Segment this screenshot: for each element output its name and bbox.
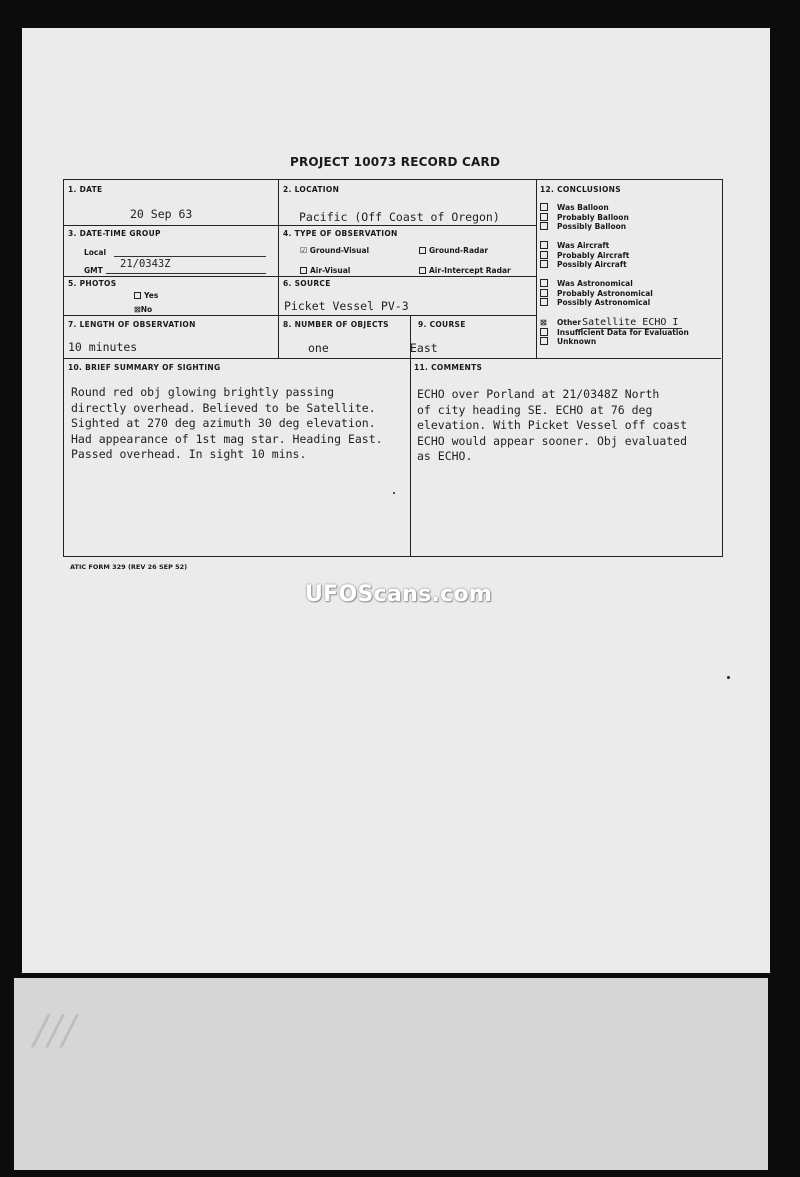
summary-line: directly overhead. Believed to be Satellite. xyxy=(71,400,376,415)
option-label: Air-Intercept Radar xyxy=(429,266,511,275)
checkbox-icon xyxy=(300,267,307,274)
conclusion-text: Other xyxy=(557,318,582,327)
conclusion-item xyxy=(540,241,629,251)
conclusion-item xyxy=(540,222,629,232)
rule xyxy=(64,315,536,316)
comments-label: 11. COMMENTS xyxy=(414,363,483,372)
date-value: 20 Sep 63 xyxy=(130,207,193,221)
option-ground-visual xyxy=(300,246,369,255)
comment-line: as ECHO. xyxy=(417,449,473,464)
conclusion-text: Possibly Aircraft xyxy=(557,260,627,269)
conclusion-item xyxy=(540,298,653,308)
checkbox-icon xyxy=(540,222,548,230)
conclusion-text: Probably Astronomical xyxy=(557,288,653,298)
dust-speck xyxy=(393,492,395,494)
option-label: No xyxy=(140,305,153,314)
option-label: Yes xyxy=(144,291,159,300)
checkbox-icon xyxy=(540,251,548,259)
checkbox-icon xyxy=(134,292,141,299)
checked-box-icon: ☑ xyxy=(300,246,308,255)
number-of-objects-label: 8. NUMBER OF OBJECTS xyxy=(283,320,389,329)
conclusion-text: Was Aircraft xyxy=(557,241,610,250)
option-label: Air-Visual xyxy=(310,266,351,275)
datetime-group-label: 3. DATE-TIME GROUP xyxy=(68,229,161,238)
faint-pencil-marks: / / / xyxy=(34,1008,70,1054)
comment-line: elevation. With Picket Vessel off coast xyxy=(417,418,688,433)
gmt-line xyxy=(106,273,266,274)
checkbox-icon xyxy=(540,241,548,249)
checkbox-icon xyxy=(540,203,548,211)
conclusion-group-astronomical xyxy=(540,279,653,308)
checkbox-icon xyxy=(540,328,548,336)
conclusion-text: Was Balloon xyxy=(557,203,609,212)
conclusion-item xyxy=(540,337,689,347)
conclusion-text: Insufficient Data for Evaluation xyxy=(557,327,689,337)
conclusion-group-other xyxy=(540,318,689,347)
gmt-value: 21/0343Z xyxy=(120,258,171,270)
location-label: 2. LOCATION xyxy=(283,185,340,194)
conclusions-label: 12. CONCLUSIONS xyxy=(540,185,621,194)
conclusion-group-balloon xyxy=(540,203,629,232)
option-air-visual xyxy=(300,266,350,275)
checkbox-icon xyxy=(540,279,548,287)
checked-box-icon: ⊠ xyxy=(134,305,141,314)
summary-line: Passed overhead. In sight 10 mins. xyxy=(71,447,307,462)
lower-paper-margin xyxy=(14,978,768,1170)
course-value: East xyxy=(410,341,438,355)
summary-line: Sighted at 270 deg azimuth 30 deg elevation. xyxy=(71,416,376,431)
conclusion-item xyxy=(540,251,629,261)
photos-yes xyxy=(134,291,158,300)
conclusion-item xyxy=(540,328,689,338)
checked-box-icon: ⊠ xyxy=(540,318,547,327)
summary-line: Round red obj glowing brightly passing xyxy=(71,385,335,399)
checkbox-icon xyxy=(540,260,548,268)
local-time-label: Local xyxy=(84,248,107,257)
checkbox-icon xyxy=(419,267,426,274)
comment-line: ECHO would appear sooner. Obj evaluated xyxy=(417,433,688,448)
watermark: UFOScans.com xyxy=(305,582,493,607)
rule xyxy=(64,225,536,226)
rule xyxy=(64,358,721,359)
date-label: 1. DATE xyxy=(68,185,103,194)
conclusion-item xyxy=(540,279,653,289)
checkbox-icon xyxy=(419,247,426,254)
length-of-observation-value: 10 minutes xyxy=(68,340,138,354)
brief-summary-label: 10. BRIEF SUMMARY OF SIGHTING xyxy=(68,363,221,372)
form-identifier: ATIC FORM 329 (REV 26 SEP 52) xyxy=(70,563,188,571)
conclusion-text: Unknown xyxy=(557,337,597,346)
photos-no xyxy=(134,305,152,314)
conclusion-item xyxy=(540,289,653,299)
conclusion-text: Was Astronomical xyxy=(557,279,633,288)
option-air-intercept-radar xyxy=(419,266,511,275)
comment-line: ECHO over Porland at 21/0348Z North xyxy=(417,387,660,401)
conclusion-text: Probably Aircraft xyxy=(557,250,630,260)
course-label: 9. COURSE xyxy=(418,320,466,329)
conclusion-text: Probably Balloon xyxy=(557,212,629,222)
rule xyxy=(278,180,279,358)
conclusion-item xyxy=(540,213,629,223)
local-time-line xyxy=(114,256,266,257)
gmt-label: GMT xyxy=(84,266,103,275)
location-value: Pacific (Off Coast of Oregon) xyxy=(299,210,500,224)
option-ground-radar xyxy=(419,246,488,255)
card-title: PROJECT 10073 RECORD CARD xyxy=(290,155,501,169)
number-of-objects-value: one xyxy=(308,341,329,355)
option-label: Ground-Radar xyxy=(429,246,489,255)
checkbox-icon xyxy=(540,213,548,221)
conclusion-group-aircraft xyxy=(540,241,629,270)
option-label: Ground-Visual xyxy=(309,246,370,255)
dust-speck xyxy=(727,676,730,679)
rule xyxy=(64,276,536,277)
conclusion-text: Possibly Balloon xyxy=(557,222,627,231)
record-card-form xyxy=(63,179,723,557)
source-value: Picket Vessel PV-3 xyxy=(284,299,409,313)
summary-line: Had appearance of 1st mag star. Heading East. xyxy=(71,431,383,446)
photos-label: 5. PHOTOS xyxy=(68,279,117,288)
conclusion-item-other xyxy=(540,318,689,328)
checkbox-icon xyxy=(540,298,548,306)
conclusion-text: Possibly Astronomical xyxy=(557,298,651,307)
conclusion-item xyxy=(540,260,629,270)
conclusion-item xyxy=(540,203,629,213)
length-of-observation-label: 7. LENGTH OF OBSERVATION xyxy=(68,320,196,329)
checkbox-icon xyxy=(540,337,548,345)
other-value: Satellite ECHO I xyxy=(581,317,682,329)
rule xyxy=(536,180,537,358)
source-label: 6. SOURCE xyxy=(283,279,331,288)
comment-line: of city heading SE. ECHO at 76 deg xyxy=(417,402,653,417)
checkbox-icon xyxy=(540,289,548,297)
brief-summary-text xyxy=(71,385,383,463)
comments-text xyxy=(417,387,687,465)
type-of-observation-label: 4. TYPE OF OBSERVATION xyxy=(283,229,398,238)
